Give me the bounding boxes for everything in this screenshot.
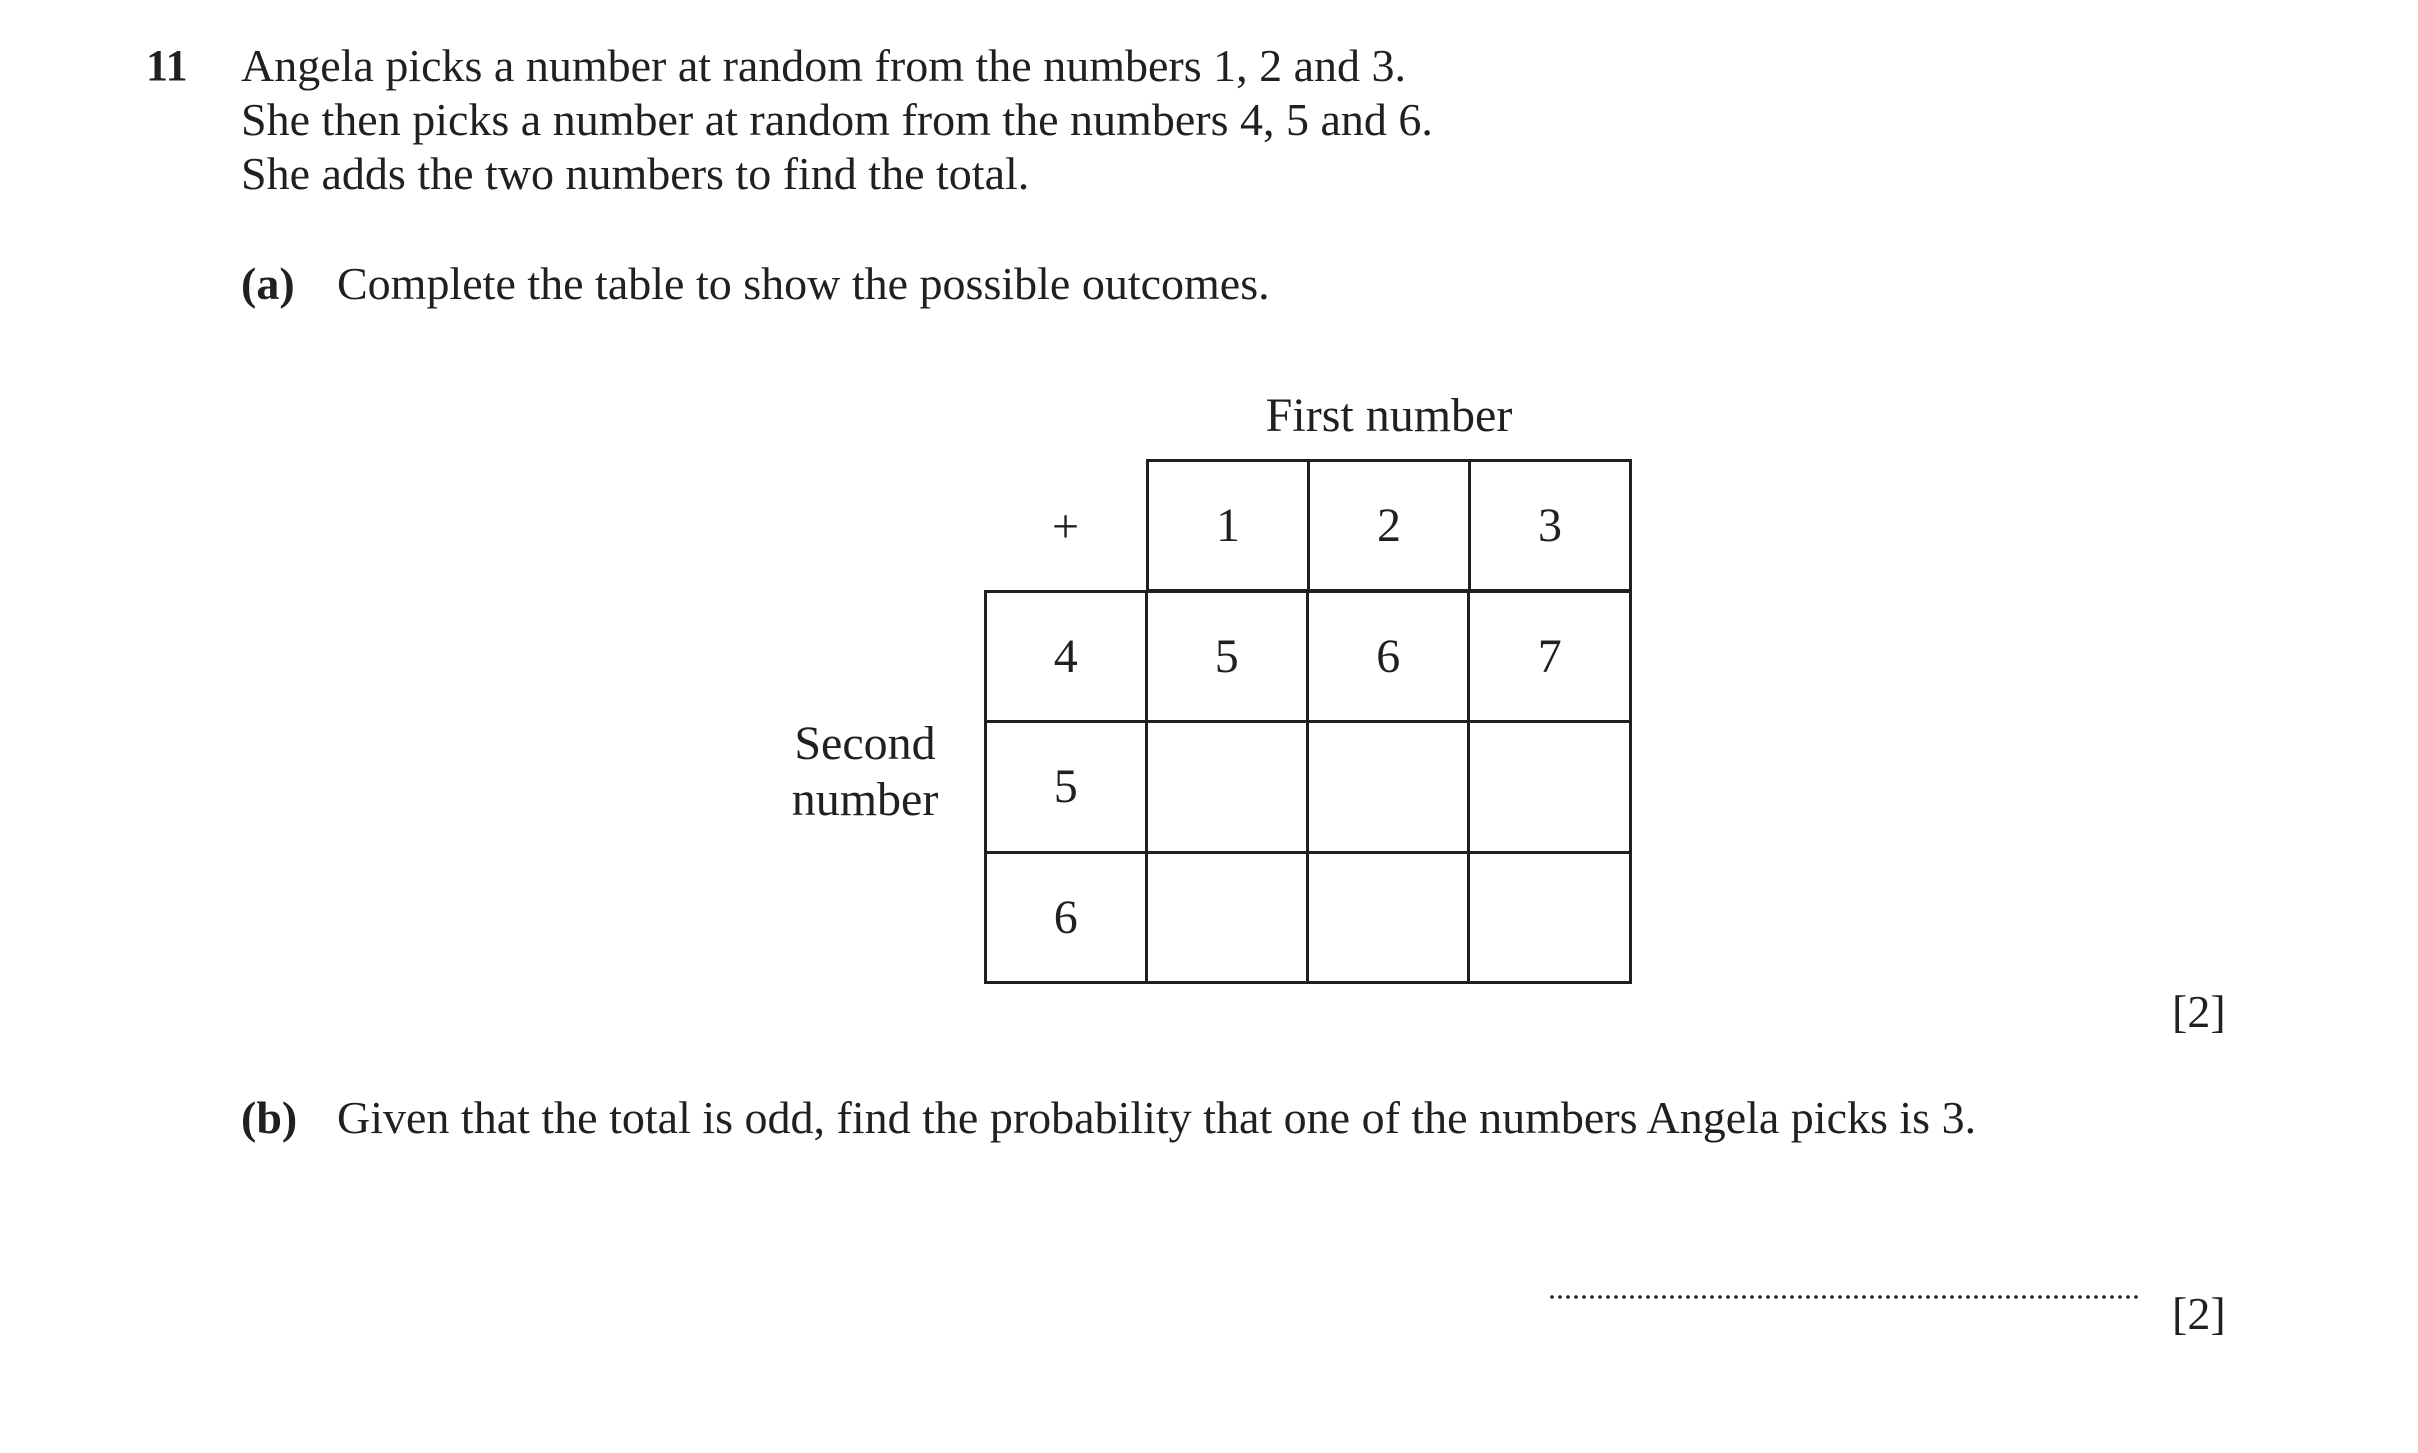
operator-plus: + — [1051, 499, 1080, 553]
outcome-cell[interactable] — [1469, 722, 1631, 852]
question-line-3: She adds the two numbers to find the total. — [241, 148, 1030, 199]
part-a-marks: [2] — [2172, 986, 2226, 1037]
outcomes-table — [984, 590, 1632, 984]
column-header-cell: 2 — [1309, 461, 1470, 591]
part-b-marks: [2] — [2172, 1288, 2226, 1339]
question-line-1: Angela picks a number at random from the numbers 1, 2 and 3. — [241, 40, 1407, 91]
outcome-cell[interactable] — [1146, 852, 1307, 982]
row-header-cell: 6 — [986, 852, 1147, 982]
question-number: 11 — [146, 41, 188, 90]
part-a-label: (a) — [241, 258, 295, 309]
outcome-cell[interactable] — [1307, 852, 1468, 982]
outcome-cell[interactable] — [1307, 722, 1468, 852]
part-a-text: Complete the table to show the possible outcomes. — [337, 258, 1270, 309]
part-b-label: (b) — [241, 1092, 298, 1143]
answer-line[interactable] — [1548, 1294, 2138, 1300]
row-header-cell: 5 — [986, 722, 1147, 852]
row-header-cell: 4 — [986, 592, 1147, 722]
outcome-cell[interactable]: 6 — [1307, 592, 1468, 722]
outcome-cell[interactable] — [1146, 722, 1307, 852]
outcome-cell[interactable]: 7 — [1469, 592, 1631, 722]
column-header-cell: 3 — [1470, 461, 1631, 591]
second-number-caption: Second number — [791, 717, 939, 826]
part-b-text: Given that the total is odd, find the probability that one of the numbers Angela picks is 3. — [337, 1092, 1977, 1143]
first-number-caption: First number — [1265, 389, 1513, 442]
question-line-2: She then picks a number at random from the numbers 4, 5 and 6. — [241, 94, 1433, 145]
column-header-cell: 1 — [1148, 461, 1309, 591]
outcomes-header-table — [1146, 459, 1632, 592]
outcome-cell[interactable] — [1469, 852, 1631, 982]
outcome-cell[interactable]: 5 — [1146, 592, 1307, 722]
